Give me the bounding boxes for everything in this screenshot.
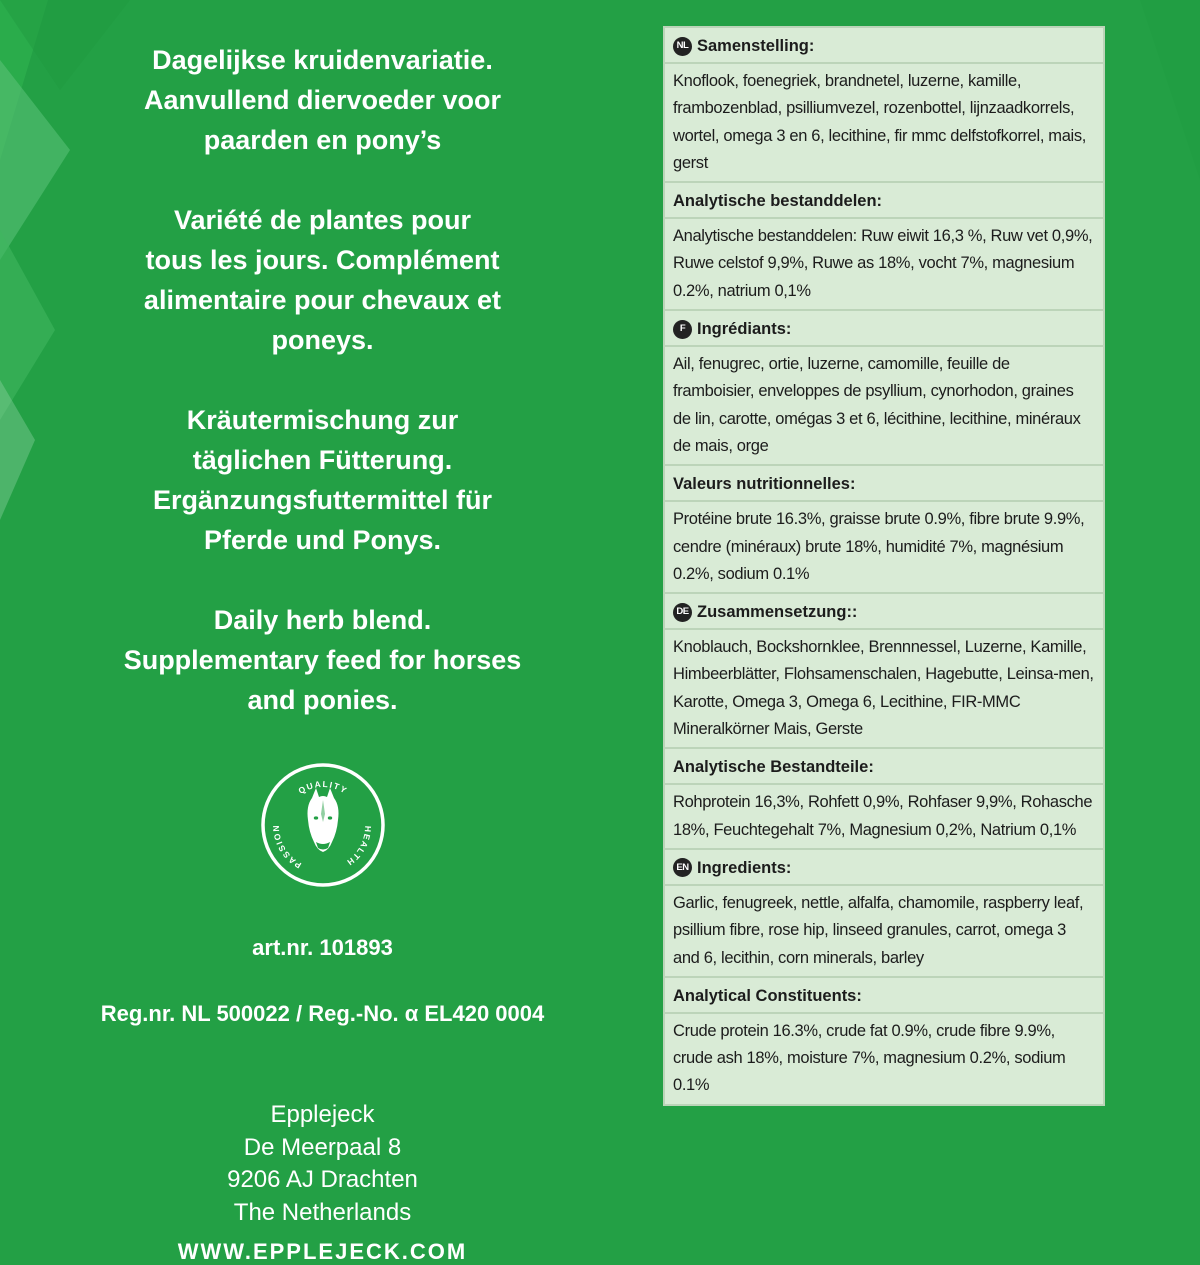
en-analysis-text: Crude protein 16.3%, crude fat 0.9%, crude fibre 9.9%, crude ash 18%, moisture 7%, magnesium 0.2%, sodium 0.1% [673, 1021, 1066, 1095]
de-analysis-text: Rohprotein 16,3%, Rohfett 0,9%, Rohfaser 9,9%, Rohasche 18%, Feuchtegehalt 7%, Magnesium 0,2%, Natrium 0,1% [665, 785, 1103, 850]
product-description-column [60, 40, 585, 1265]
product-codes [60, 898, 585, 1063]
fr-analysis-text: Protéine brute 16.3%, graisse brute 0.9%, fibre brute 9.9%, cendre (minéraux) brute 18%, humidité 7%, magnésium 0.2%, sodium 0.1% [665, 502, 1103, 594]
description-german: Kräutermischung zur täglichen Fütterung. Ergänzungsfuttermittel für Pferde und Ponys. [152, 405, 492, 555]
en-composition-header [665, 850, 1103, 886]
description-dutch: Dagelijkse kruidenvariatie. Aanvullend diervoeder voor paarden en pony’s [143, 45, 502, 155]
fr-composition-header [665, 311, 1103, 347]
de-composition-header [665, 594, 1103, 630]
en-composition-text: Garlic, fenugreek, nettle, alfalfa, chamomile, raspberry leaf, psillium fibre, rose hip, linseed granules, carrot, omega 3 and 6, lecithin, corn minerals, barley [665, 886, 1103, 978]
fr-composition-title: Ingrédiants: [697, 320, 792, 339]
badge-text-left: PASSION [270, 823, 303, 871]
nl-analysis-text: Analytische bestanddelen: Ruw eiwit 16,3 %, Ruw vet 0,9%, Ruwe celstof 9,9%, Ruwe as 18%, vocht 7%, magnesium 0.2%, natrium 0,1% [665, 219, 1103, 311]
description-french: Variété de plantes pour tous les jours. Complément alimentaire pour chevaux et poneys. [143, 205, 502, 355]
article-number: art.nr. 101893 [252, 935, 393, 960]
fr-language-icon: F [673, 320, 692, 339]
en-analysis-title: Analytical Constituents: [665, 978, 1103, 1014]
quality-badge-emblem [260, 762, 386, 888]
nl-composition-title: Samenstelling: [697, 37, 815, 55]
nl-composition-header [665, 28, 1103, 64]
nl-analysis-title: Analytische bestanddelen: [665, 183, 1103, 219]
fr-composition-text: Ail, fenugrec, ortie, luzerne, camomille, feuille de framboisier, enveloppes de psyllium, cynorhodon, graines de lin, carotte, omégas 3 et 6, lécithine, lecithine, minéraux de mais, orge [665, 347, 1103, 466]
nl-language-icon: NL [673, 37, 692, 56]
de-composition-title: Zusammensetzung:: [697, 603, 858, 622]
quality-badge [60, 762, 585, 888]
description-english: Daily herb blend. Supplementary feed for horses and ponies. [123, 605, 522, 715]
de-language-icon: DE [673, 603, 692, 622]
registration-number: Reg.nr. NL 500022 / Reg.-No. α EL420 0004 [100, 1001, 545, 1026]
nl-composition-text: Knoflook, foenegriek, brandnetel, luzerne, kamille, frambozenblad, psilliumvezel, rozenbottel, lijnzaadkorrels, wortel, omega 3 en 6, lecithine, fir mmc delfstofkorrel, mais, gerst [665, 64, 1103, 183]
de-analysis-title: Analytische Bestandteile: [665, 749, 1103, 785]
en-composition-title: Ingredients: [697, 858, 792, 877]
svg-text:QUALITY [296, 779, 349, 796]
company-address: Epplejeck De Meerpaal 8 9206 AJ Drachten The Netherlands [227, 1101, 418, 1226]
horse-head-icon [307, 788, 338, 852]
fr-analysis-title: Valeurs nutritionnelles: [665, 466, 1103, 502]
badge-text-top: QUALITY [296, 778, 350, 796]
de-composition-text: Knoblauch, Bockshornklee, Brennnessel, Luzerne, Kamille, Himbeerblätter, Flohsamenschalen, Hagebutte, Leinsa-men, Karotte, Omega 3, Omega 6, Lecithine, FIR-MMC Mineralkörner Mais, Gerste [665, 630, 1103, 749]
ingredients-panel [663, 26, 1105, 1106]
en-language-icon: EN [673, 858, 692, 877]
badge-text-right: HEALTH [343, 825, 373, 869]
website-url: WWW.EPPLEJECK.COM [177, 1239, 468, 1264]
